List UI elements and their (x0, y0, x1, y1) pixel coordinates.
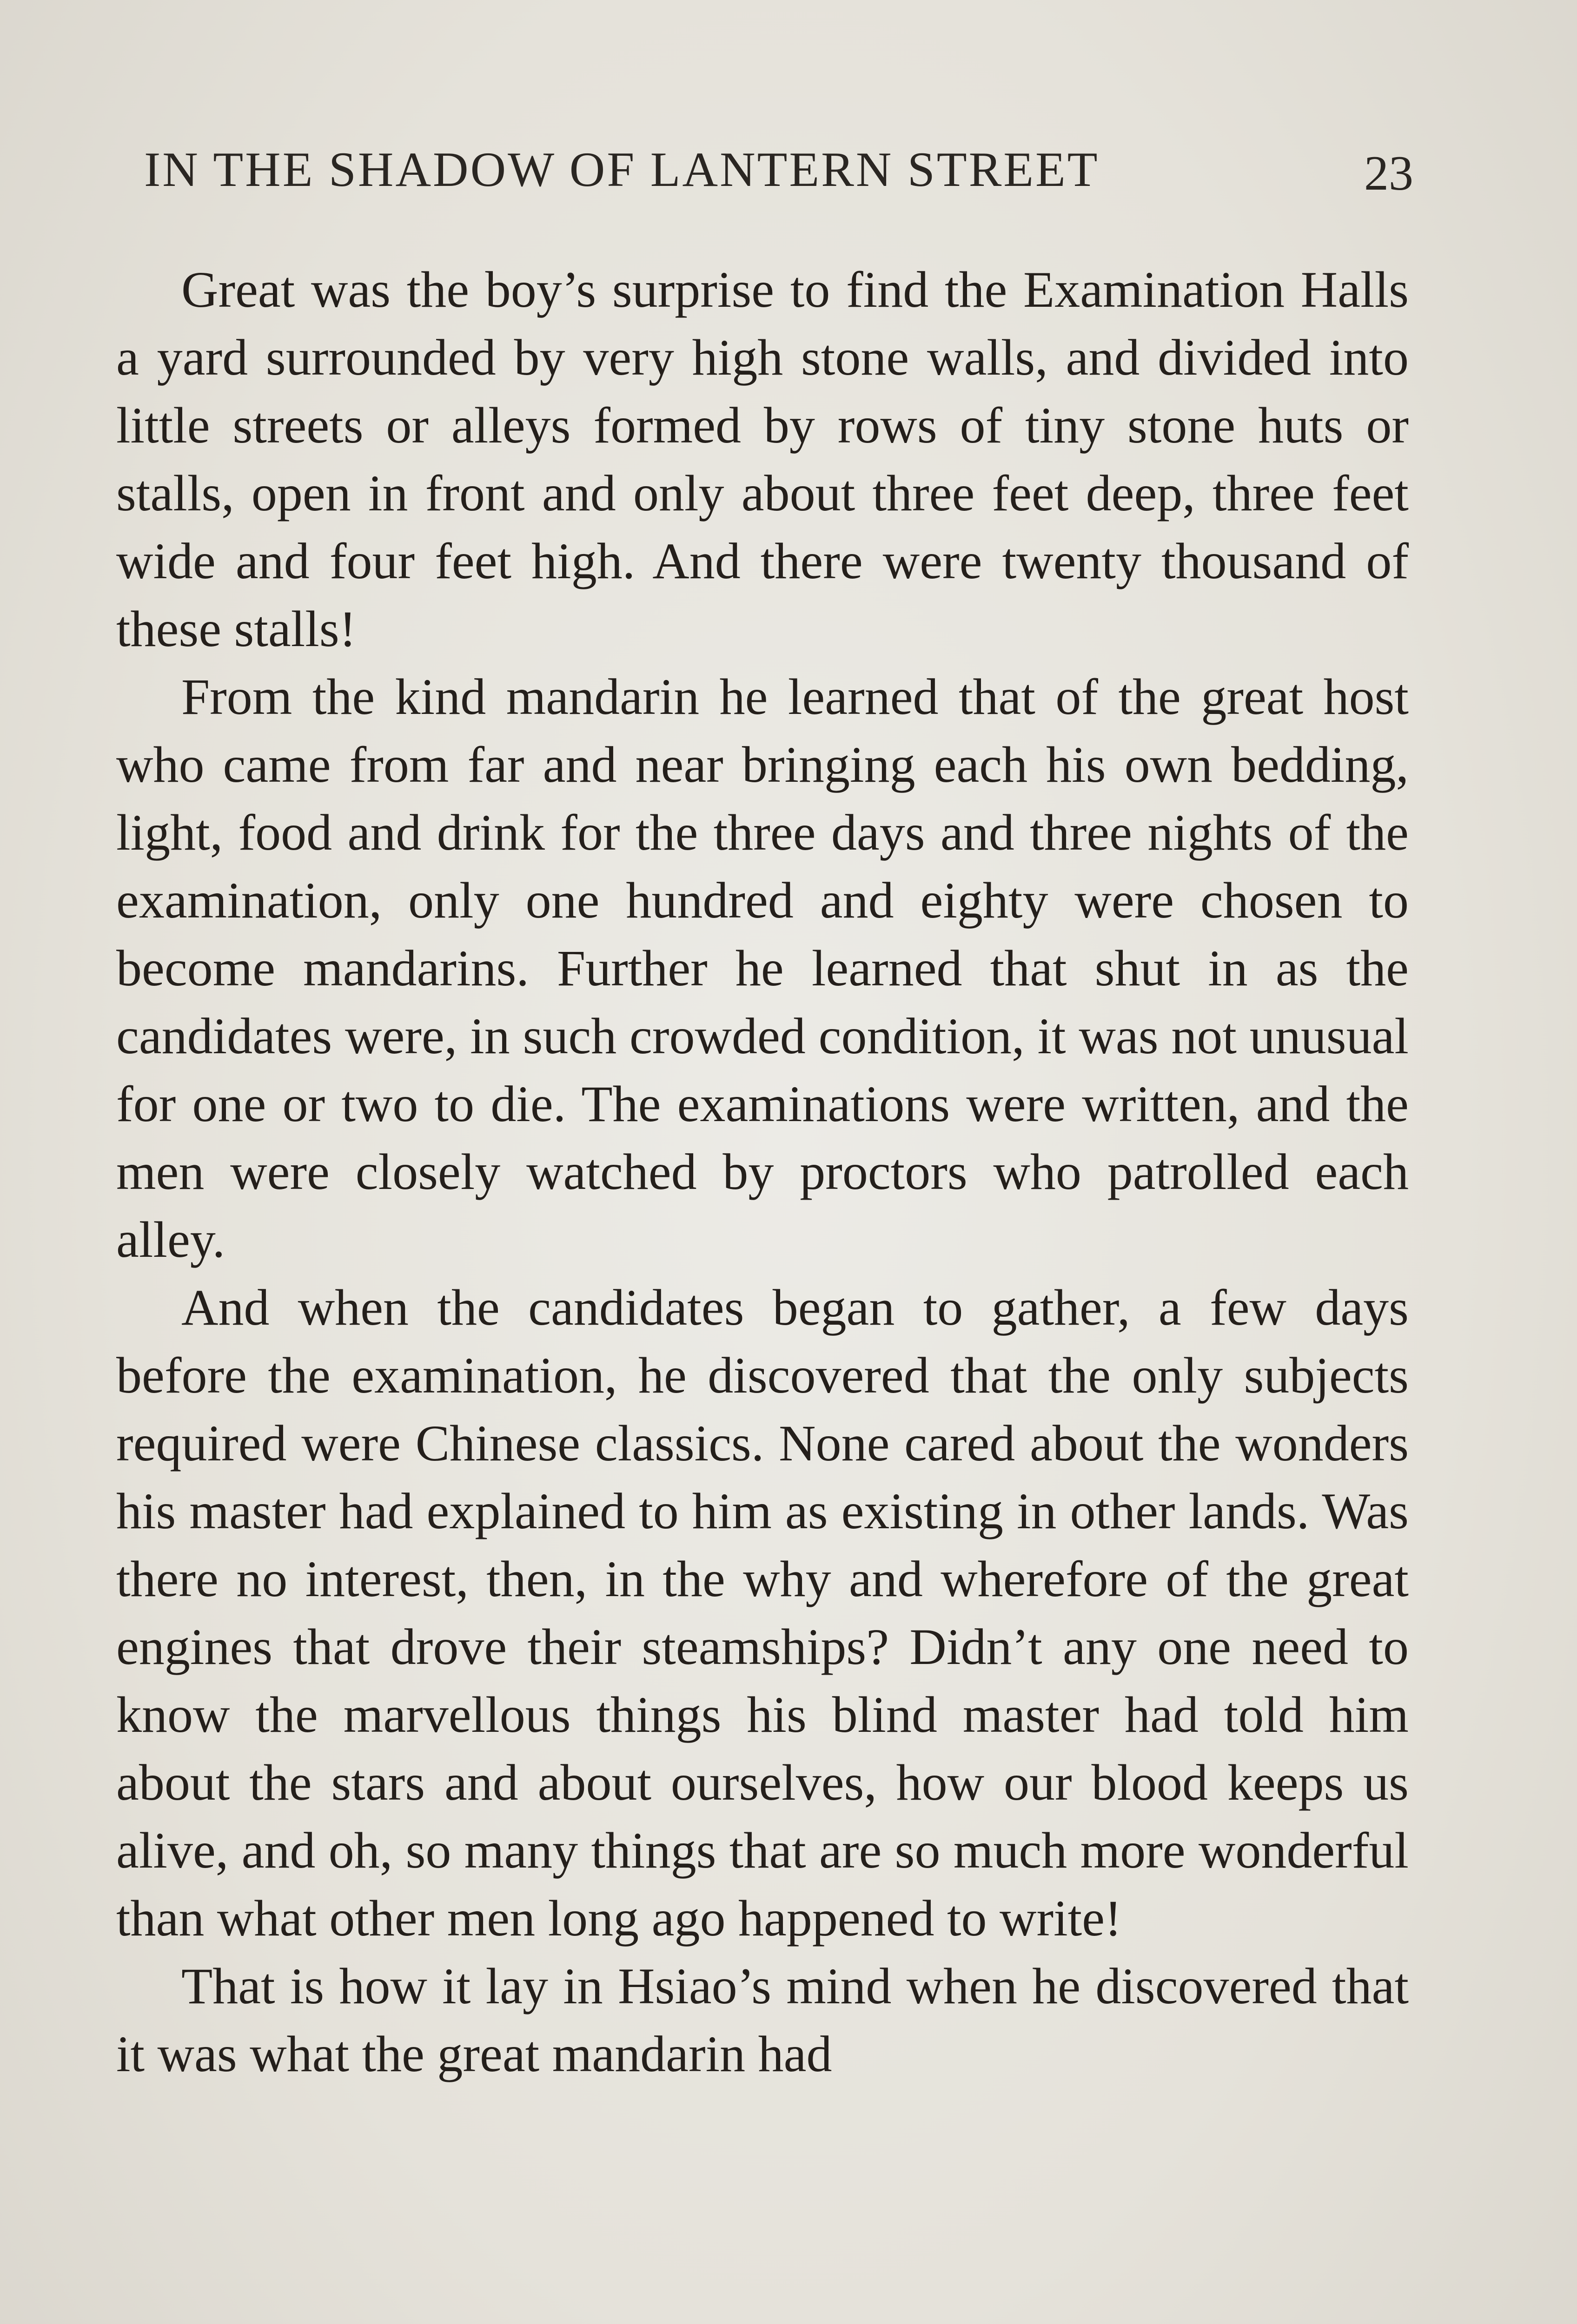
paragraph: From the kind mandarin he learned that of the great host who came from far and near bringing each his own bedding, light, food and drink for the three days and three nights of the examination, only one hundred and eighty were chosen to become mandarins. Further he learned that shut in as the candidates were, in such crowded condition, it was not unusual for one or two to die. The examinations were written, and the men were closely watched by proctors who patrolled each alley. (116, 668, 1409, 1268)
paragraph: And when the candidates began to gather, a few days before the examination, he discovered that the only subjects required were Chinese classics. None cared about the wonders his master had explained to him as existing in other lands. Was there no interest, then, in the why and wherefore of the great engines that drove their steamships? Didn’t any one need to know the marvellous things his blind master had told him about the stars and about ourselves, how our blood keeps us alive, and oh, so many things that are so much more wonderful than what other men long ago happened to write! (116, 1279, 1409, 1947)
paragraph: That is how it lay in Hsiao’s mind when he discovered that it was what the great mandarin had (116, 1958, 1409, 2082)
page-number: 23 (1364, 146, 1413, 200)
running-head-title: IN THE SHADOW OF LANTERN STREET (144, 142, 1100, 197)
body-text (116, 256, 1409, 2088)
running-head (116, 135, 1413, 205)
paragraph: Great was the boy’s surprise to find the Examination Halls a yard surrounded by very high stone walls, and divided into little streets or alleys formed by rows of tiny stone huts or stalls, open in front and only about three feet deep, three feet wide and four feet high. And there were twenty thousand of these stalls! (116, 261, 1409, 657)
